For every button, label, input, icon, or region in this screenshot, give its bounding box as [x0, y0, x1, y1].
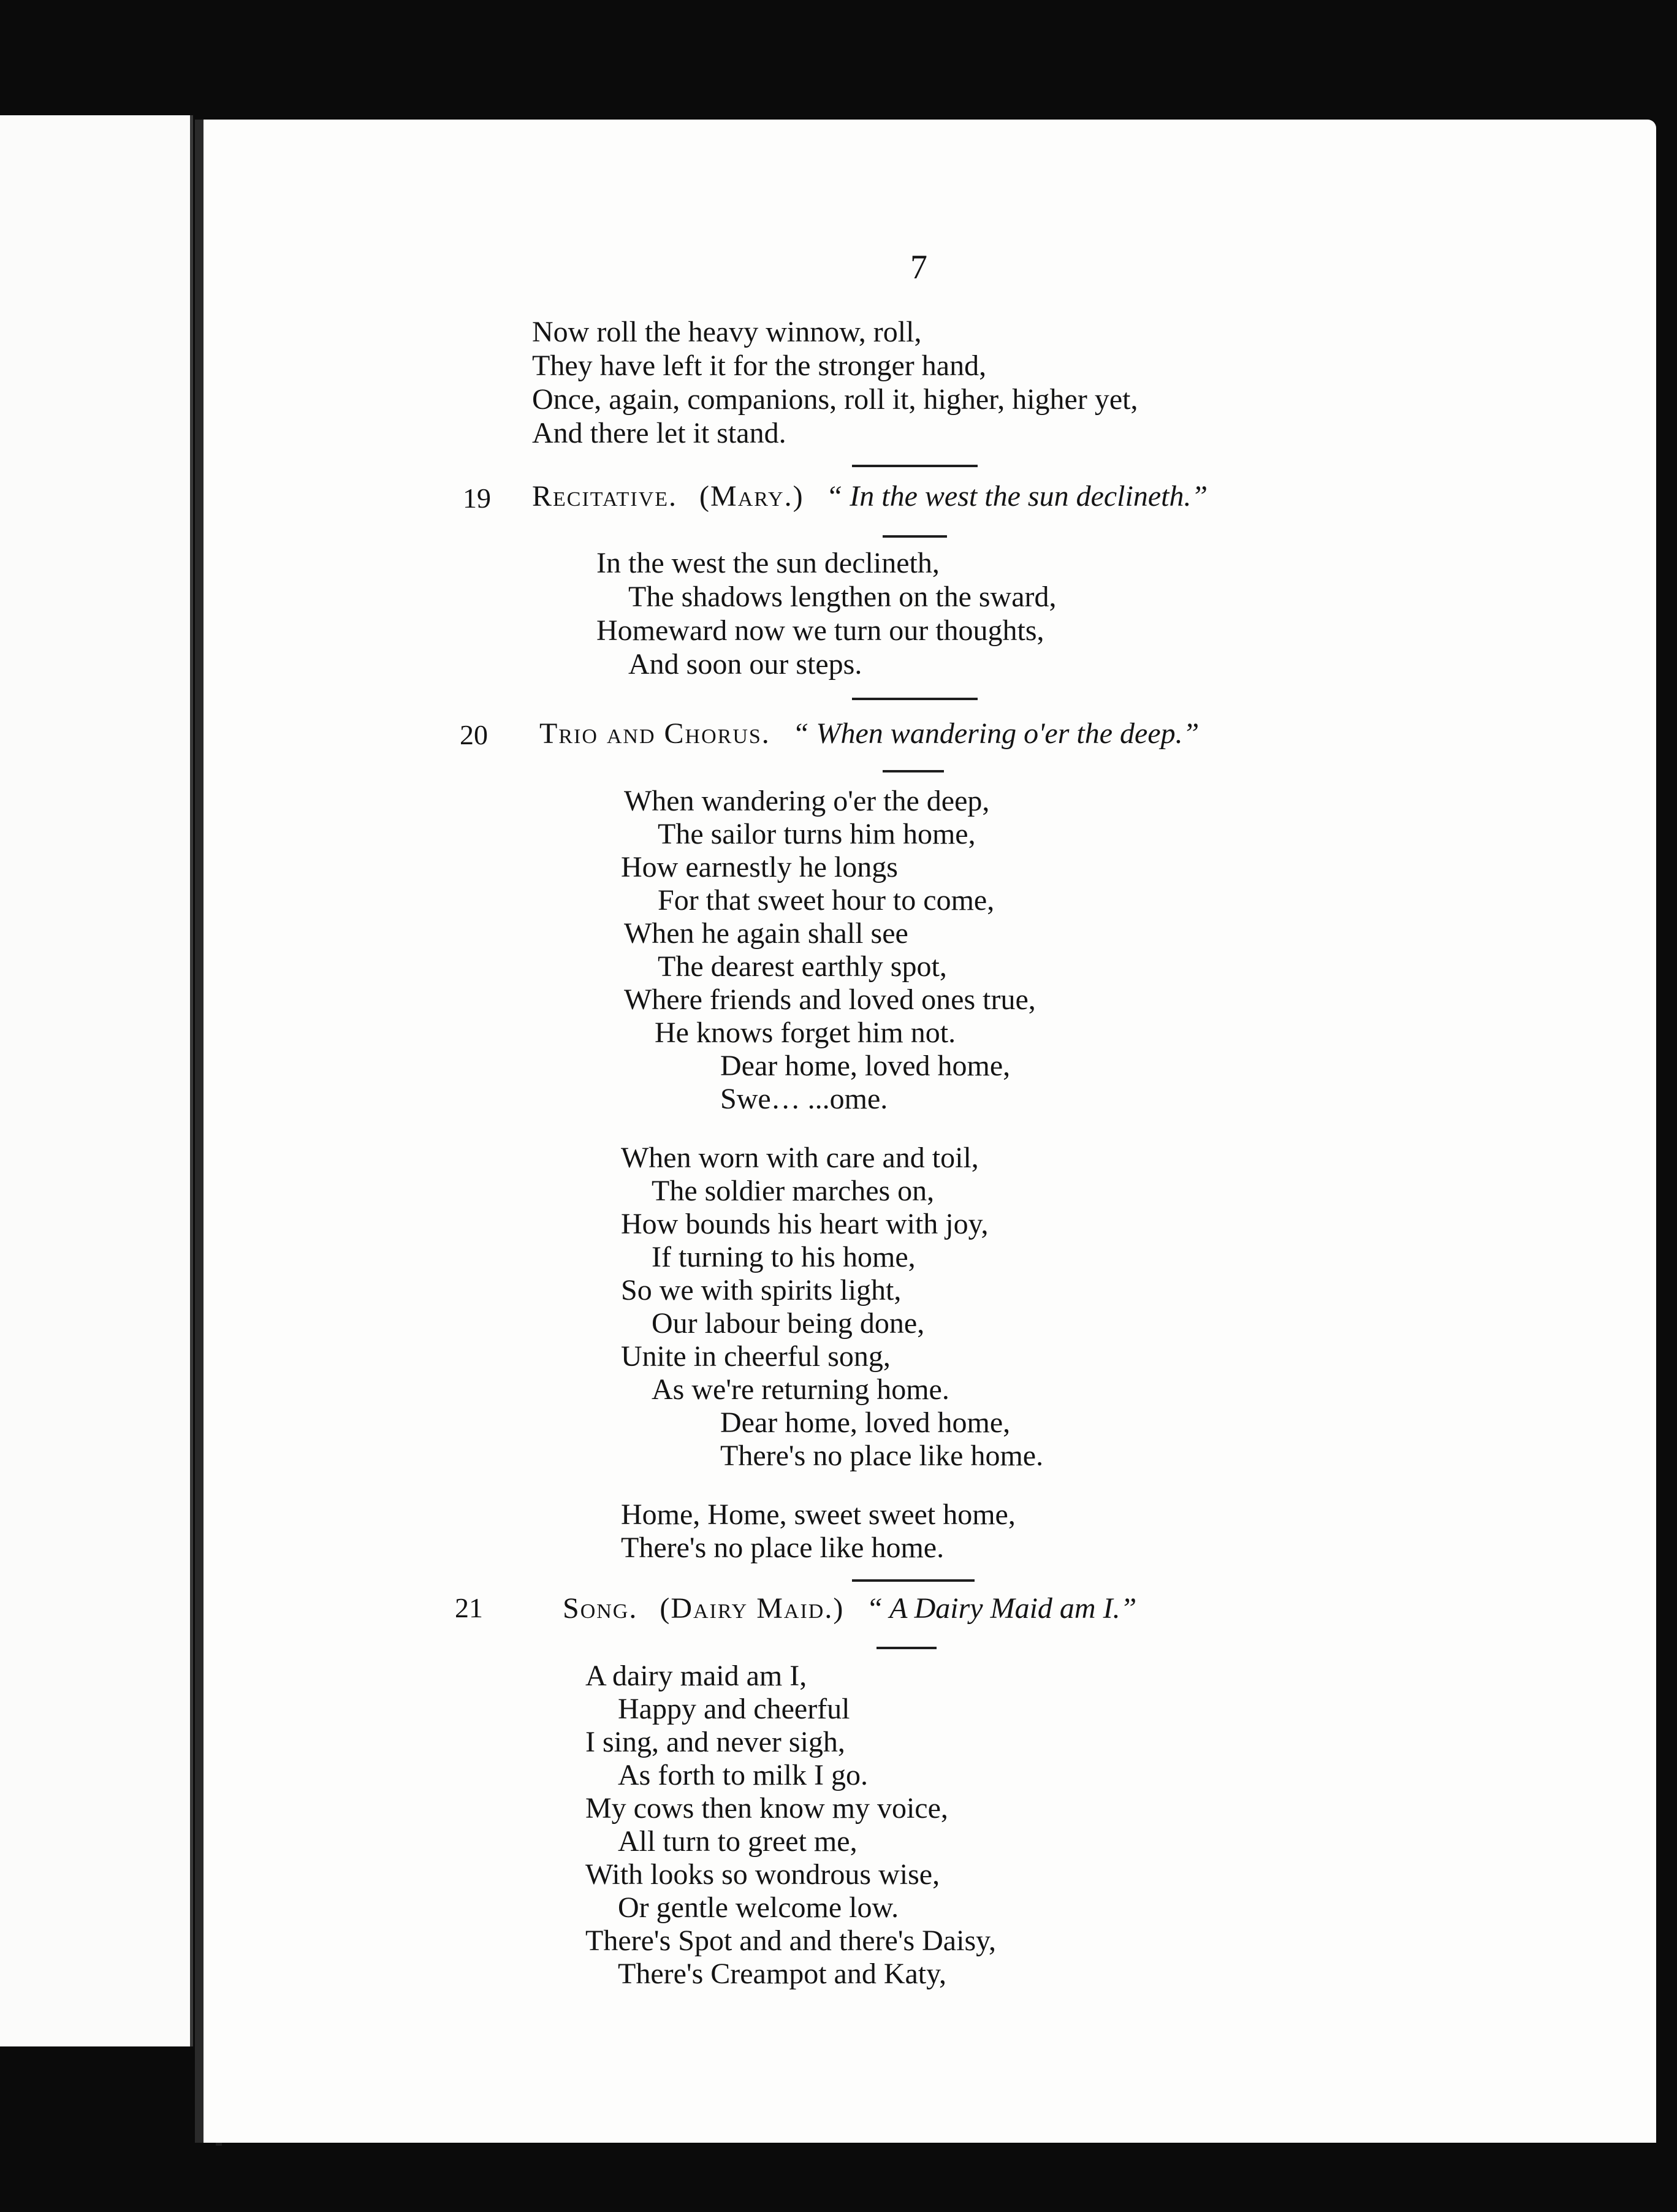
title-underline — [883, 535, 947, 538]
verse-line: How earnestly he longs — [621, 851, 898, 883]
verse-line: If turning to his home, — [652, 1241, 916, 1273]
section-title: “ In the west the sun declineth.” — [826, 480, 1208, 513]
verse-line: Happy and cheerful — [618, 1693, 850, 1725]
verse-line: My cows then know my voice, — [585, 1792, 948, 1825]
verse-line: In the west the sun declineth, — [596, 547, 940, 579]
verse-line: Dear home, loved home, — [720, 1406, 1011, 1439]
section-number: 20 — [460, 719, 488, 750]
section-kind: Recitative. — [532, 480, 678, 513]
verse-line: So we with spirits light, — [621, 1274, 902, 1306]
section-kind: Trio and Chorus. — [539, 717, 770, 750]
verse-line: The shadows lengthen on the sward, — [628, 581, 1057, 613]
verse-line: All turn to greet me, — [618, 1825, 858, 1858]
verse-line: There's no place like home. — [720, 1440, 1044, 1472]
verse-line: There's Creampot and Katy, — [618, 1958, 947, 1990]
section-kind: Song. — [563, 1592, 638, 1625]
title-underline — [877, 1647, 937, 1649]
verse-line: Dear home, loved home, — [720, 1050, 1011, 1082]
verse-line: They have left it for the stronger hand, — [532, 349, 987, 382]
verse-line: He knows forget him not. — [655, 1016, 956, 1049]
verse-line: Unite in cheerful song, — [621, 1340, 891, 1373]
title-underline — [883, 770, 944, 772]
section-singer: (Dairy Maid.) — [660, 1592, 845, 1625]
verse-line: The soldier marches on, — [652, 1175, 935, 1207]
verse-line: Our labour being done, — [652, 1307, 925, 1340]
verse-line: Home, Home, sweet sweet home, — [621, 1498, 1016, 1531]
verse-line: The sailor turns him home, — [658, 818, 976, 850]
verse-line: The dearest earthly spot, — [658, 950, 947, 983]
verse-line: Or gentle welcome low. — [618, 1891, 899, 1924]
verse-line: As we're returning home. — [652, 1373, 949, 1406]
verse-line: A dairy maid am I, — [585, 1660, 807, 1692]
verse-line: Swe… ...ome. — [720, 1083, 888, 1115]
section-title: “ When wandering o'er the deep.” — [792, 717, 1200, 750]
section-divider — [852, 1579, 975, 1582]
left-page — [0, 115, 193, 2046]
verse-line: When worn with care and toil, — [621, 1142, 979, 1174]
section-singer: (Mary.) — [699, 480, 804, 513]
right-page — [195, 120, 1656, 2143]
section-divider — [852, 465, 978, 467]
section-number: 19 — [463, 482, 491, 514]
verse-line: Now roll the heavy winnow, roll, — [532, 316, 922, 348]
page-number: 7 — [910, 248, 927, 286]
verse-line: For that sweet hour to come, — [658, 884, 995, 917]
verse-line: I sing, and never sigh, — [585, 1726, 845, 1758]
verse-line: Once, again, companions, roll it, higher, higher yet, — [532, 383, 1138, 416]
section-heading — [563, 1594, 1136, 1623]
verse-line: And there let it stand. — [532, 417, 786, 449]
verse-line: With looks so wondrous wise, — [585, 1858, 940, 1891]
verse-line: Where friends and loved ones true, — [624, 983, 1036, 1016]
section-heading — [539, 719, 1199, 749]
verse-line: Homeward now we turn our thoughts, — [596, 614, 1044, 647]
verse-line: And soon our steps. — [628, 648, 862, 681]
verse-line: How bounds his heart with joy, — [621, 1208, 989, 1240]
verse-line: When wandering o'er the deep, — [624, 785, 990, 817]
verse-line: There's Spot and and there's Daisy, — [585, 1924, 997, 1957]
section-number: 21 — [455, 1592, 483, 1623]
verse-line: There's no place like home. — [621, 1531, 945, 1564]
verse-line: When he again shall see — [624, 917, 908, 950]
verse-line: As forth to milk I go. — [618, 1759, 868, 1791]
section-title: “ A Dairy Maid am I.” — [866, 1592, 1137, 1625]
section-divider — [852, 698, 978, 700]
section-heading — [532, 482, 1207, 511]
